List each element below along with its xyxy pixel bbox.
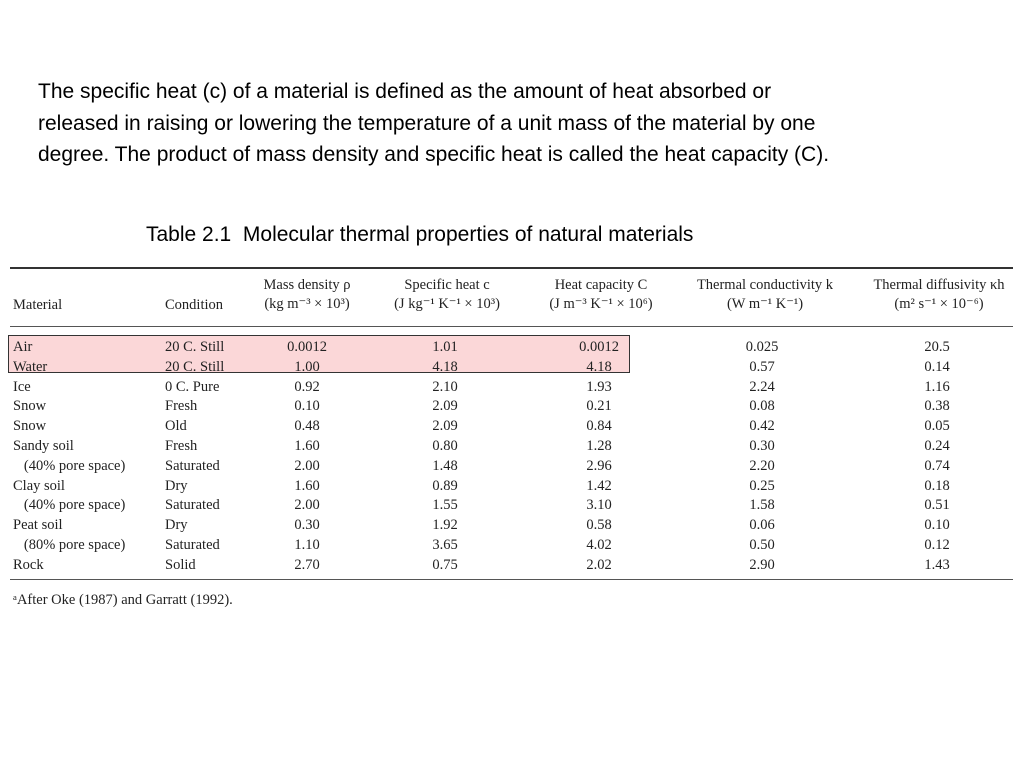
header-line: Specific heat c xyxy=(404,277,490,293)
material-cell: Peat soil xyxy=(13,517,63,534)
table-row xyxy=(0,456,1024,476)
thermal-diffusivity-cell: 0.24 xyxy=(924,438,950,454)
specific-heat-cell: 2.09 xyxy=(432,398,458,415)
condition-cell: 0 C. Pure xyxy=(165,378,220,395)
header-line: (W m⁻¹ K⁻¹) xyxy=(726,296,804,312)
mass-density-cell: 1.60 xyxy=(294,438,320,454)
specific-heat-cell: 1.48 xyxy=(432,457,458,474)
specific-heat-cell: 3.65 xyxy=(432,537,458,553)
condition-cell: Solid xyxy=(165,556,196,573)
condition-cell: Old xyxy=(165,418,187,435)
header-condition: Condition xyxy=(165,297,224,313)
thermal-diffusivity-cell: 0.38 xyxy=(924,398,950,415)
material-cell: (40% pore space) xyxy=(13,457,126,474)
table-row xyxy=(0,416,1024,436)
specific-heat-cell: 1.55 xyxy=(432,497,458,514)
mass-density-cell: 0.0012 xyxy=(287,339,327,355)
intro-paragraph xyxy=(38,76,1018,171)
thermal-conductivity-cell: 0.50 xyxy=(749,537,775,553)
heat-capacity-cell: 4.18 xyxy=(586,358,612,375)
thermal-diffusivity-cell: 0.51 xyxy=(924,497,950,514)
top-rule xyxy=(10,267,1013,269)
table-footnote: ᵃAfter Oke (1987) and Garratt (1992). xyxy=(13,592,233,608)
specific-heat-cell: 0.80 xyxy=(432,438,458,454)
header-thermal-conductivity xyxy=(680,276,850,314)
material-cell: (40% pore space) xyxy=(13,497,126,514)
specific-heat-cell: 1.01 xyxy=(432,339,458,355)
thermal-conductivity-cell: 0.25 xyxy=(749,477,775,494)
thermal-conductivity-cell: 0.025 xyxy=(745,339,779,355)
header-line: Heat capacity C xyxy=(554,277,648,293)
material-cell: (80% pore space) xyxy=(13,537,126,553)
thermal-diffusivity-cell: 0.12 xyxy=(924,537,950,553)
heat-capacity-cell: 2.96 xyxy=(586,457,612,474)
header-line: (J m⁻³ K⁻¹ × 10⁶) xyxy=(549,296,653,312)
header-heat-capacity xyxy=(526,276,676,314)
condition-cell: 20 C. Still xyxy=(165,339,225,355)
table-scan xyxy=(0,262,1024,622)
thermal-diffusivity-cell: 0.05 xyxy=(924,418,950,435)
condition-cell: 20 C. Still xyxy=(165,358,225,375)
table-caption: Table 2.1 Molecular thermal properties of natural materials xyxy=(146,223,694,246)
material-cell: Snow xyxy=(13,418,47,435)
condition-cell: Dry xyxy=(165,477,188,494)
specific-heat-cell: 0.89 xyxy=(432,477,458,494)
thermal-diffusivity-cell: 0.18 xyxy=(924,477,950,494)
specific-heat-cell: 4.18 xyxy=(432,358,458,375)
table-row xyxy=(0,555,1024,575)
condition-cell: Dry xyxy=(165,517,188,534)
table-row xyxy=(0,535,1024,555)
heat-capacity-cell: 1.93 xyxy=(586,378,612,395)
header-line: Thermal diffusivity κh xyxy=(873,277,1005,293)
thermal-diffusivity-cell: 0.10 xyxy=(924,517,950,534)
header-specific-heat xyxy=(372,276,522,314)
mass-density-cell: 0.48 xyxy=(294,418,320,435)
thermal-conductivity-cell: 0.08 xyxy=(749,398,775,415)
mass-density-cell: 1.10 xyxy=(294,537,320,553)
table-row xyxy=(0,436,1024,456)
thermal-conductivity-cell: 1.58 xyxy=(749,497,775,514)
condition-cell: Fresh xyxy=(165,438,198,454)
heat-capacity-cell: 1.42 xyxy=(586,477,612,494)
condition-cell: Saturated xyxy=(165,497,220,514)
material-cell: Clay soil xyxy=(13,477,65,494)
mass-density-cell: 1.00 xyxy=(294,358,320,375)
thermal-diffusivity-cell: 1.43 xyxy=(924,556,950,573)
thermal-conductivity-cell: 0.57 xyxy=(749,358,775,375)
table-row xyxy=(0,495,1024,515)
heat-capacity-cell: 0.0012 xyxy=(579,339,619,355)
table-row xyxy=(0,377,1024,397)
heat-capacity-cell: 0.21 xyxy=(586,398,612,415)
header-line: (kg m⁻³ × 10³) xyxy=(264,296,350,312)
specific-heat-cell: 2.10 xyxy=(432,378,458,395)
intro-line: The specific heat (c) of a material is defined as the amount of heat absorbed or xyxy=(38,80,772,103)
mass-density-cell: 0.92 xyxy=(294,378,320,395)
table-row xyxy=(0,476,1024,496)
header-line: Mass density ρ xyxy=(263,277,351,293)
thermal-conductivity-cell: 2.90 xyxy=(749,556,775,573)
bottom-rule xyxy=(10,579,1013,580)
material-cell: Snow xyxy=(13,398,47,415)
material-cell: Water xyxy=(13,358,48,375)
header-thermal-diffusivity xyxy=(858,276,1020,314)
thermal-diffusivity-cell: 1.16 xyxy=(924,378,950,395)
thermal-diffusivity-cell: 0.74 xyxy=(924,457,950,474)
specific-heat-cell: 2.09 xyxy=(432,418,458,435)
header-line: Thermal conductivity k xyxy=(696,277,834,293)
condition-cell: Fresh xyxy=(165,398,198,415)
specific-heat-cell: 0.75 xyxy=(432,556,458,573)
thermal-conductivity-cell: 2.24 xyxy=(749,378,775,395)
header-line: (J kg⁻¹ K⁻¹ × 10³) xyxy=(394,296,500,312)
header-line: (m² s⁻¹ × 10⁻⁶) xyxy=(894,296,984,312)
intro-line: released in raising or lowering the temperature of a unit mass of the material by one xyxy=(38,111,816,135)
heat-capacity-cell: 0.58 xyxy=(586,517,612,534)
mass-density-cell: 1.60 xyxy=(294,477,320,494)
table-row xyxy=(0,515,1024,535)
material-cell: Ice xyxy=(13,378,31,395)
header-material: Material xyxy=(13,297,63,313)
intro-line: degree. The product of mass density and specific heat is called the heat capacity (C). xyxy=(38,143,830,166)
mass-density-cell: 2.70 xyxy=(294,556,320,573)
mass-density-cell: 2.00 xyxy=(294,497,320,514)
header-mass-density xyxy=(247,276,367,314)
heat-capacity-cell: 0.84 xyxy=(586,418,612,435)
material-cell: Air xyxy=(13,339,33,355)
thermal-conductivity-cell: 2.20 xyxy=(749,457,775,474)
table-row xyxy=(0,357,1024,377)
mass-density-cell: 0.10 xyxy=(294,398,320,415)
table-row xyxy=(0,396,1024,416)
condition-cell: Saturated xyxy=(165,537,220,553)
thermal-conductivity-cell: 0.06 xyxy=(749,517,775,534)
header-rule xyxy=(10,326,1013,327)
material-cell: Sandy soil xyxy=(13,438,74,454)
heat-capacity-cell: 3.10 xyxy=(586,497,612,514)
thermal-conductivity-cell: 0.30 xyxy=(749,438,775,454)
heat-capacity-cell: 4.02 xyxy=(586,537,612,553)
heat-capacity-cell: 1.28 xyxy=(586,438,612,454)
thermal-conductivity-cell: 0.42 xyxy=(749,418,775,435)
thermal-diffusivity-cell: 20.5 xyxy=(924,339,950,355)
specific-heat-cell: 1.92 xyxy=(432,517,458,534)
heat-capacity-cell: 2.02 xyxy=(586,556,612,573)
table-row xyxy=(0,337,1024,357)
mass-density-cell: 0.30 xyxy=(294,517,320,534)
material-cell: Rock xyxy=(13,556,44,573)
condition-cell: Saturated xyxy=(165,457,220,474)
thermal-diffusivity-cell: 0.14 xyxy=(924,358,950,375)
mass-density-cell: 2.00 xyxy=(294,457,320,474)
